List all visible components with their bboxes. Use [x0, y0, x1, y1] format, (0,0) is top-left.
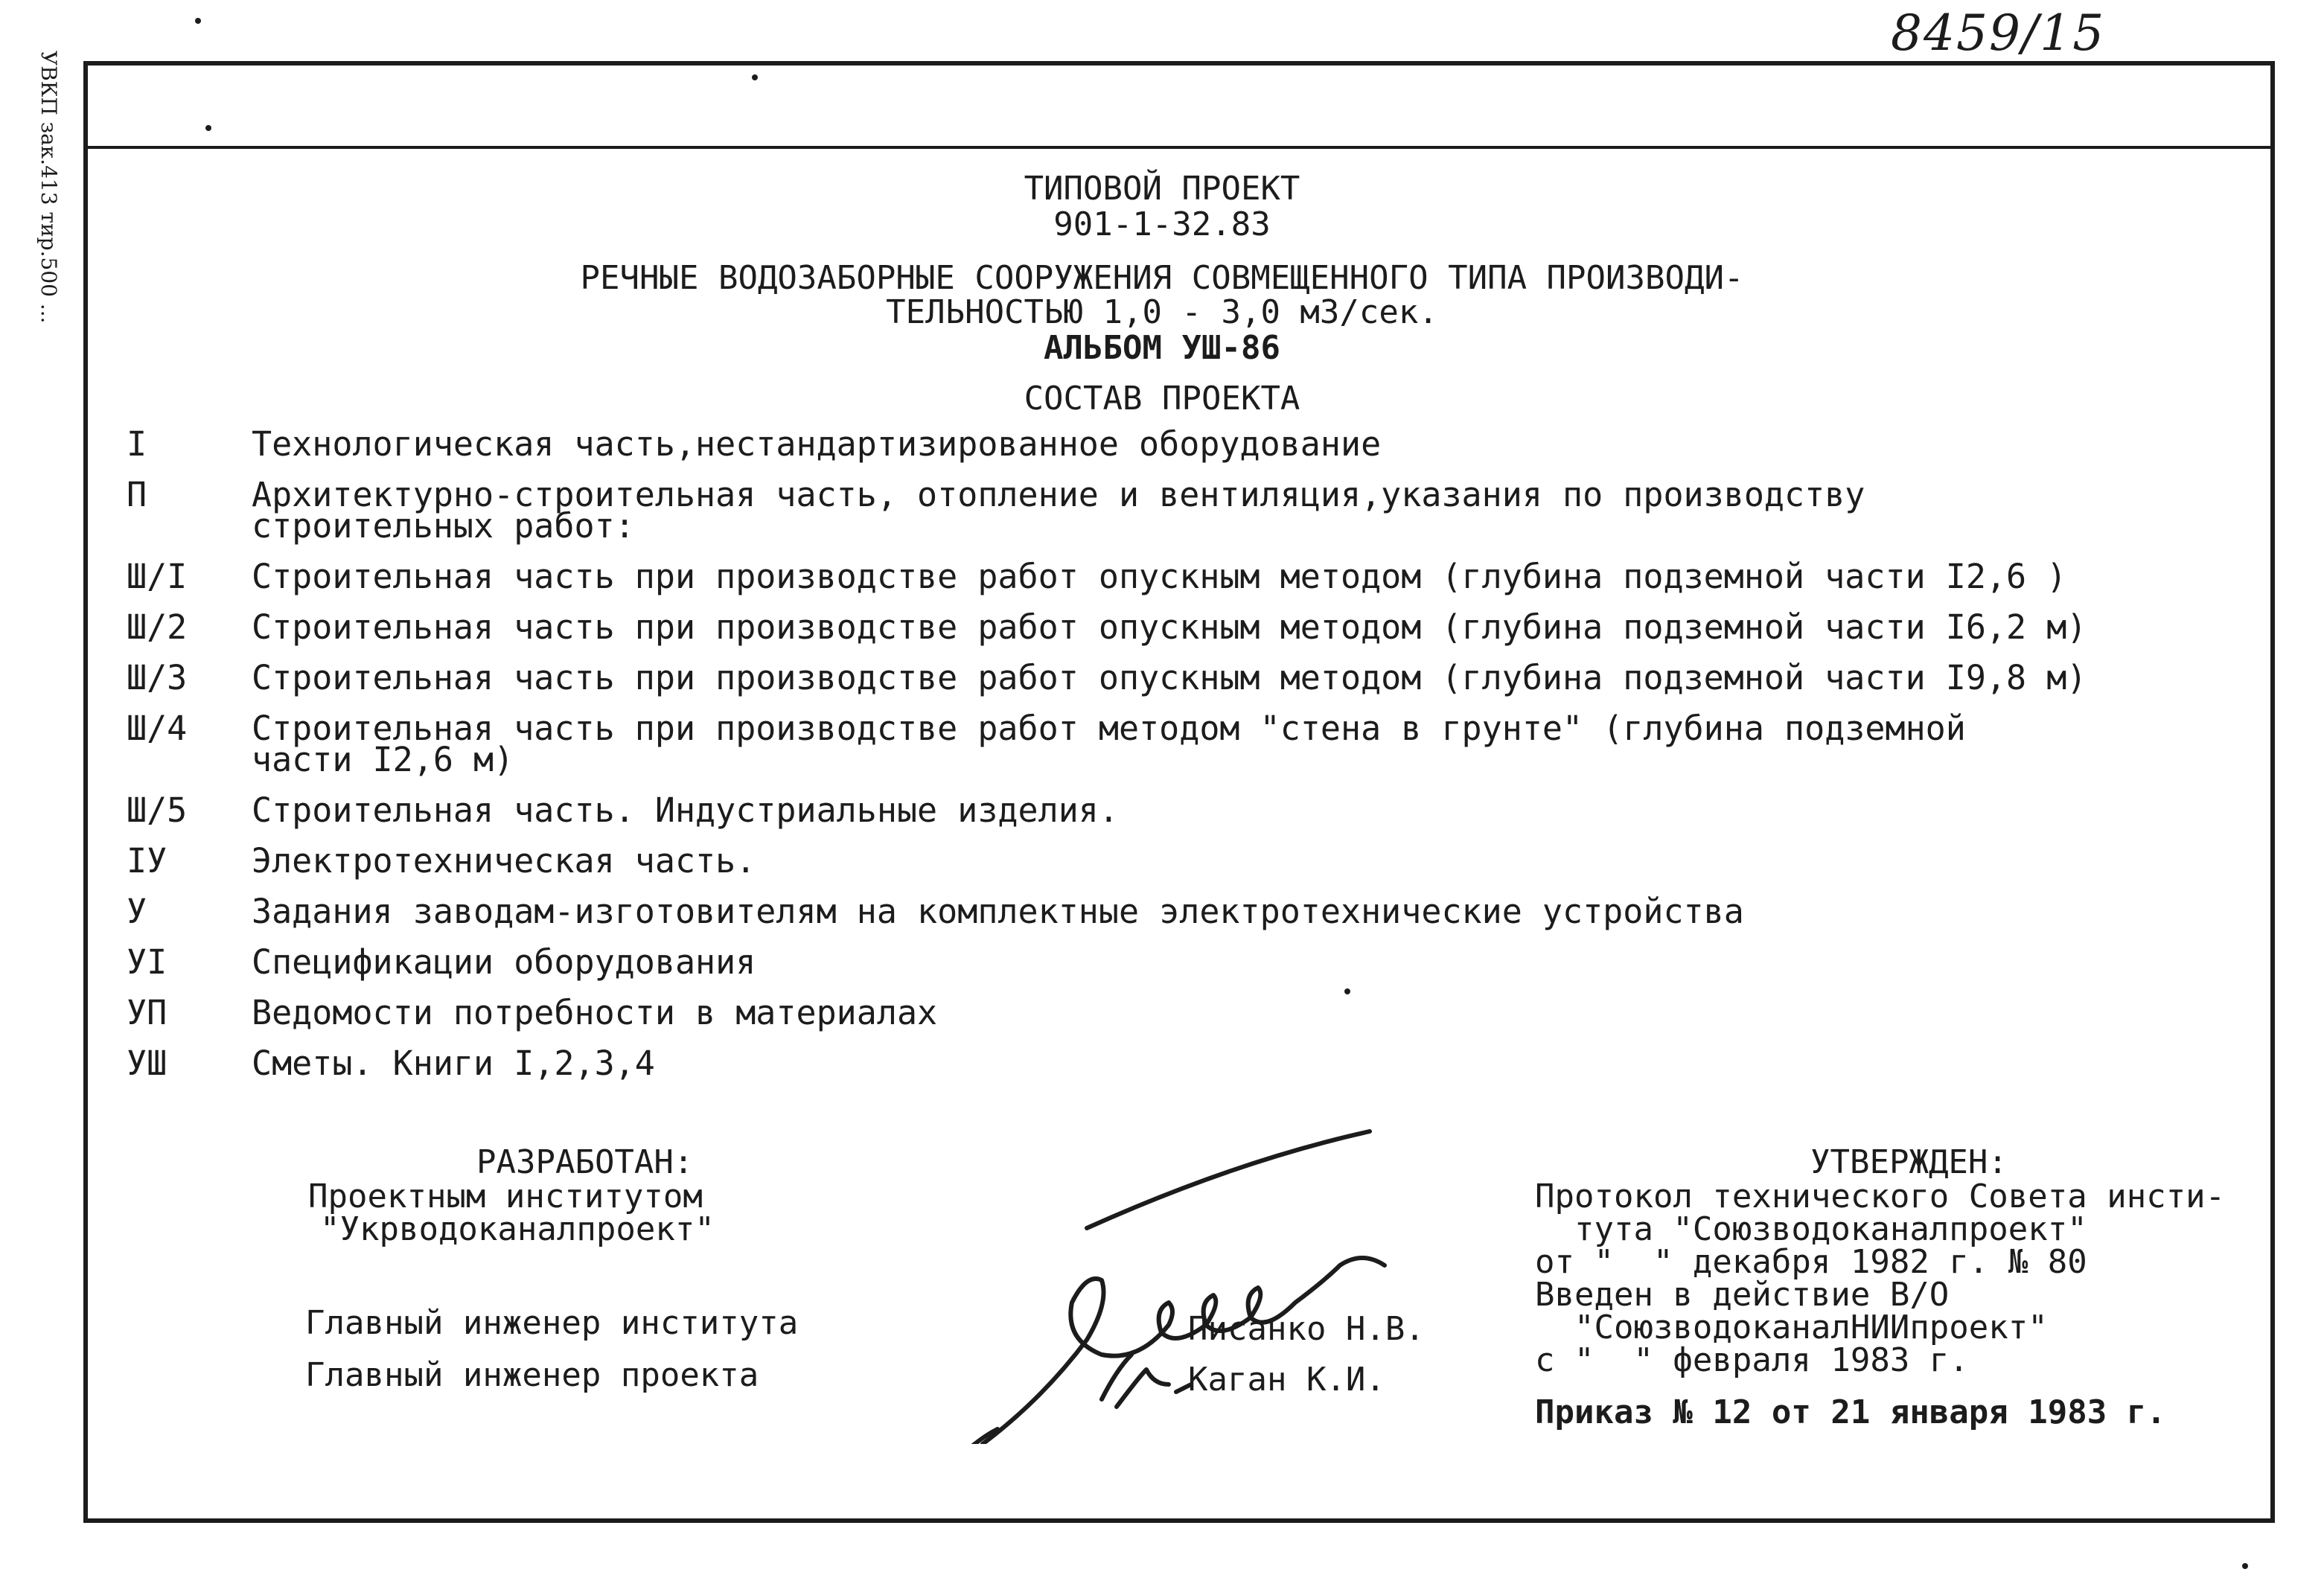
list-item — [127, 892, 2211, 931]
item-number: Ш/5 — [127, 790, 188, 830]
approved-line-5: "СоюзводоканалНИИпроект" — [1535, 1309, 2048, 1346]
item-text: Строительная часть при производстве работ опускным методом (глубина подземной части I2,6 ) — [252, 557, 2067, 596]
chief-engineer-project-name: Каган К.И. — [1188, 1361, 1385, 1399]
speck — [205, 125, 211, 131]
project-code: 901-1-32.83 — [1053, 205, 1271, 243]
list-item — [127, 942, 2211, 982]
approved-line-3: от " " декабря 1982 г. № 80 — [1535, 1243, 2087, 1281]
item-text: Электротехническая часть. — [252, 841, 756, 881]
doc-type: ТИПОВОЙ ПРОЕКТ — [1024, 170, 1300, 208]
title-line-2: ТЕЛЬНОСТЬЮ 1,0 - 3,0 м3/сек. — [886, 293, 1438, 331]
developed-title: РАЗРАБОТАН: — [476, 1143, 694, 1181]
list-item — [127, 841, 2211, 881]
title-line-1: РЕЧНЫЕ ВОДОЗАБОРНЫЕ СООРУЖЕНИЯ СОВМЕЩЕННОГО ТИПА ПРОИЗВОДИ- — [580, 259, 1744, 297]
chief-engineer-project-label: Главный инженер проекта — [305, 1356, 759, 1394]
item-text: Строительная часть при производстве работ опускным методом (глубина подземной части I9,8 м) — [252, 658, 2087, 697]
item-text: Технологическая часть,нестандартизированное оборудование — [252, 424, 1382, 464]
top-rule-divider — [83, 146, 2275, 149]
margin-stamp: УВКП зак.413 тир.500 ... — [36, 51, 61, 324]
item-number: IУ — [127, 841, 167, 881]
item-text: Спецификации оборудования — [252, 942, 756, 982]
item-number: Ш/I — [127, 557, 188, 596]
item-text: Задания заводам-изготовителям на комплектные электротехнические устройства — [252, 892, 1744, 931]
list-item — [127, 658, 2211, 697]
item-number: Ш/4 — [127, 709, 188, 748]
item-number: Ш/2 — [127, 607, 188, 647]
item-text: Строительная часть при производстве работ опускным методом (глубина подземной части I6,2 м) — [252, 607, 2087, 647]
approved-order: Приказ № 12 от 21 января 1983 г. — [1535, 1393, 2166, 1431]
approved-line-1: Протокол технического Совета инсти- — [1535, 1178, 2226, 1215]
list-item — [127, 475, 2211, 546]
item-text: Сметы. Книги I,2,3,4 — [252, 1044, 655, 1083]
approved-title: УТВЕРЖДЕН: — [1810, 1143, 2008, 1181]
developed-institute: Проектным институтом — [308, 1178, 703, 1215]
item-number: У — [127, 892, 147, 931]
speck — [752, 74, 758, 80]
list-item — [127, 1044, 2211, 1083]
approved-line-6: с " " февраля 1983 г. — [1535, 1341, 1969, 1379]
chief-engineer-institute-label: Главный инженер института — [305, 1304, 799, 1342]
approved-line-2: тута "Союзводоканалпроект" — [1535, 1210, 2087, 1248]
list-item — [127, 993, 2211, 1032]
list-item — [127, 424, 2211, 464]
speck — [1344, 988, 1350, 994]
speck — [2242, 1563, 2248, 1569]
signature-image — [819, 1116, 1429, 1444]
item-number: УШ — [127, 1044, 167, 1083]
item-text: Строительная часть. Индустриальные изделия. — [252, 790, 1119, 830]
document-number: 8459/15 — [1891, 4, 2106, 62]
item-text: Строительная часть при производстве работ методом "стена в грунте" (глубина подземной части I2,6 м) — [252, 709, 1966, 779]
item-text: Архитектурно-строительная часть, отопление и вентиляция,указания по производству строительных работ: — [252, 475, 1865, 546]
list-item — [127, 607, 2211, 647]
list-item — [127, 557, 2211, 596]
list-item — [127, 709, 2211, 779]
item-number: УП — [127, 993, 167, 1032]
section-title: СОСТАВ ПРОЕКТА — [1024, 380, 1300, 418]
project-contents-list — [127, 424, 2211, 1099]
item-number: I — [127, 424, 147, 464]
item-number: УI — [127, 942, 167, 982]
item-text: Ведомости потребности в материалах — [252, 993, 938, 1032]
developed-institute-name: "Укрводоканалпроект" — [320, 1210, 715, 1248]
approved-line-4: Введен в действие В/О — [1535, 1276, 1950, 1314]
list-item — [127, 790, 2211, 830]
album-number: АЛЬБОМ УШ-86 — [1044, 329, 1280, 367]
speck — [195, 18, 201, 24]
item-number: П — [127, 475, 147, 514]
item-number: Ш/3 — [127, 658, 188, 697]
chief-engineer-institute-name: Писанко Н.В. — [1188, 1310, 1425, 1348]
